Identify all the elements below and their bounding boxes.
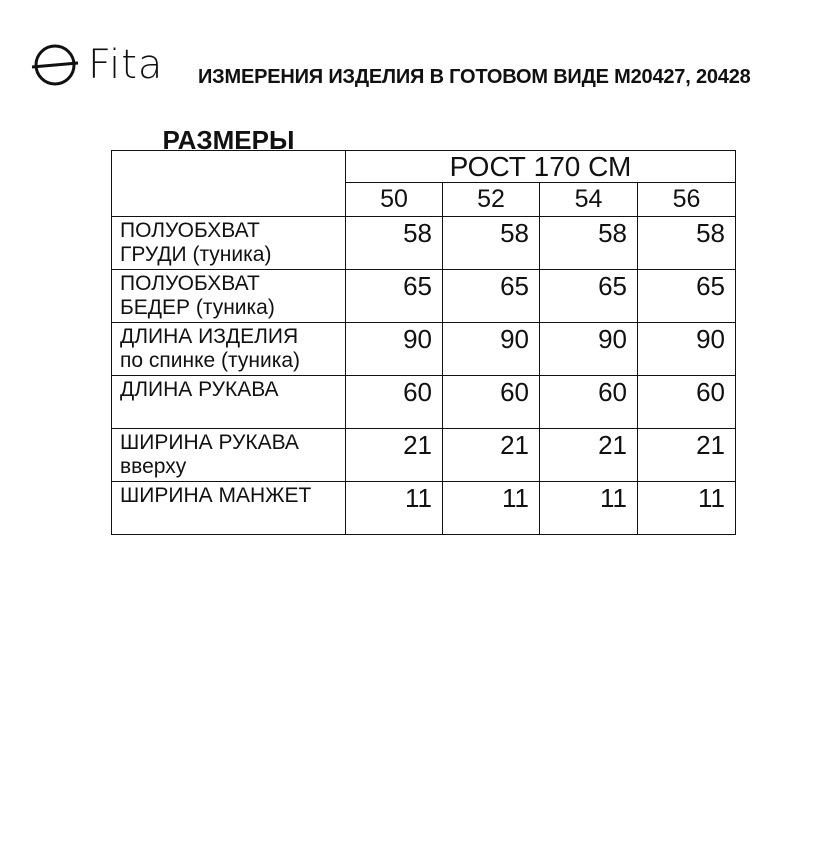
brand-logo <box>30 40 163 90</box>
measurement-value: 58 <box>638 217 736 270</box>
measurement-value: 11 <box>346 482 443 535</box>
measurement-value: 58 <box>346 217 443 270</box>
parameter-line-2: по спинке (туника) <box>120 349 301 372</box>
measurement-value: 65 <box>346 270 443 323</box>
parameter-line-1: ШИРИНА МАНЖЕТ <box>120 484 312 507</box>
measurement-value: 21 <box>443 429 540 482</box>
table-row <box>112 217 736 270</box>
parameter-line-1: ДЛИНА ИЗДЕЛИЯ <box>120 325 299 348</box>
table-row <box>112 376 736 429</box>
parameter-label <box>112 270 346 323</box>
sizes-header: РАЗМЕРЫ <box>112 151 346 217</box>
height-header: РОСТ 170 СМ <box>346 151 736 183</box>
size-header: 54 <box>540 183 638 217</box>
measurements-table <box>111 125 736 535</box>
size-header: 50 <box>346 183 443 217</box>
fita-logo-icon <box>30 40 80 90</box>
measurement-value: 58 <box>443 217 540 270</box>
measurement-value: 11 <box>443 482 540 535</box>
parameter-label <box>112 376 346 429</box>
parameter-line-2: БЕДЕР (туника) <box>120 296 275 319</box>
table-header-row <box>112 151 736 183</box>
parameter-label <box>112 429 346 482</box>
document-title: ИЗМЕРЕНИЯ ИЗДЕЛИЯ В ГОТОВОМ ВИДЕ М20427, 20428 <box>198 66 751 88</box>
parameter-label <box>112 217 346 270</box>
table-row <box>112 323 736 376</box>
table-row <box>112 482 736 535</box>
measurement-value: 65 <box>638 270 736 323</box>
parameter-line-2: ГРУДИ (туника) <box>120 243 272 266</box>
measurement-value: 65 <box>540 270 638 323</box>
parameter-line-1: ДЛИНА РУКАВА <box>120 378 279 401</box>
parameter-line-2: вверху <box>120 455 187 478</box>
measurement-value: 60 <box>540 376 638 429</box>
parameter-line-1: ШИРИНА РУКАВА <box>120 431 299 454</box>
parameter-label <box>112 482 346 535</box>
measurement-value: 65 <box>443 270 540 323</box>
table-row <box>112 429 736 482</box>
measurement-value: 60 <box>638 376 736 429</box>
measurement-value: 21 <box>540 429 638 482</box>
brand-name: Fita <box>88 42 164 88</box>
table-row <box>112 270 736 323</box>
measurement-value: 11 <box>540 482 638 535</box>
measurement-value: 90 <box>346 323 443 376</box>
parameter-label <box>112 323 346 376</box>
measurement-value: 21 <box>638 429 736 482</box>
size-header: 56 <box>638 183 736 217</box>
parameter-line-1: ПОЛУОБХВАТ <box>120 219 260 242</box>
measurement-value: 90 <box>638 323 736 376</box>
measurement-value: 11 <box>638 482 736 535</box>
measurement-value: 60 <box>346 376 443 429</box>
measurement-value: 60 <box>443 376 540 429</box>
size-header: 52 <box>443 183 540 217</box>
measurement-value: 90 <box>540 323 638 376</box>
measurement-value: 58 <box>540 217 638 270</box>
parameter-line-1: ПОЛУОБХВАТ <box>120 272 260 295</box>
measurement-value: 90 <box>443 323 540 376</box>
measurement-value: 21 <box>346 429 443 482</box>
